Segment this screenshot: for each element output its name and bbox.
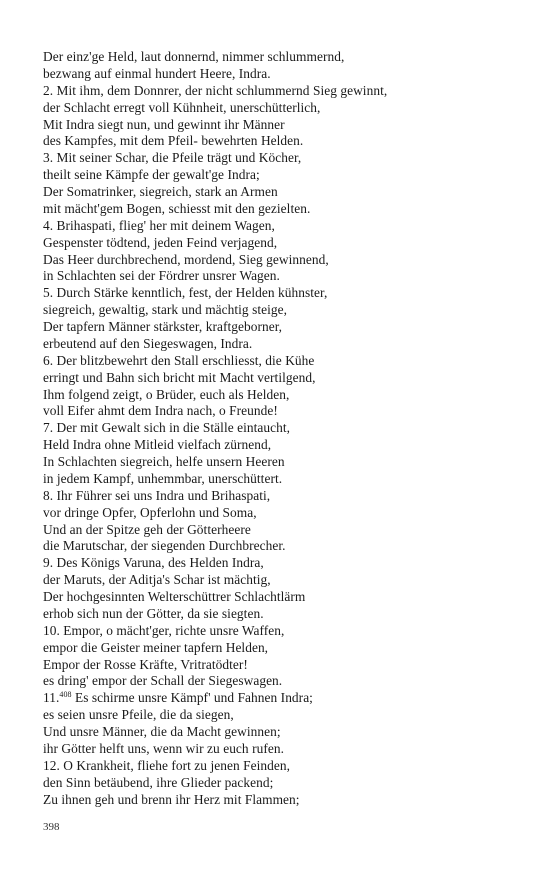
text-line: 6. Der blitzbewehrt den Stall erschliesst, die Kühe bbox=[43, 352, 315, 368]
text-line: 3. Mit seiner Schar, die Pfeile trägt und Köcher, bbox=[43, 150, 302, 166]
text-line: siegreich, gewaltig, stark und mächtig steige, bbox=[43, 302, 288, 318]
text-line: Der einz'ge Held, laut donnernd, nimmer schlummernd, bbox=[43, 49, 345, 64]
text-line: Gespenster tödtend, jeden Feind verjagend, bbox=[43, 234, 278, 250]
page-number: 398 bbox=[43, 821, 60, 833]
text-line: Held Indra ohne Mitleid vielfach zürnend, bbox=[43, 437, 272, 453]
text-line: ihr Götter helft uns, wenn wir zu euch rufen. bbox=[43, 740, 284, 756]
text-line: des Kampfes, mit dem Pfeil- bewehrten Helden. bbox=[43, 133, 304, 149]
text-line: bezwang auf einmal hundert Heere, Indra. bbox=[43, 65, 271, 81]
text-line: vor dringe Opfer, Opferlohn und Soma, bbox=[43, 504, 257, 520]
text-line: Der tapfern Männer stärkster, kraftgeborner, bbox=[43, 319, 283, 334]
text-line: in Schlachten sei der Fördrer unsrer Wagen. bbox=[43, 268, 280, 284]
text-line: in jedem Kampf, unhemmbar, unerschüttert. bbox=[43, 470, 283, 486]
text-line: mit mächt'gem Bogen, schiesst mit den gezielten. bbox=[43, 200, 311, 216]
text-line: Und unsre Männer, die da Macht gewinnen; bbox=[43, 724, 281, 739]
text-line: Zu ihnen geh und brenn ihr Herz mit Flammen; bbox=[43, 791, 300, 807]
text-line: Empor der Rosse Kräfte, Vritratödter! bbox=[43, 656, 248, 672]
text-line-with-footnote bbox=[43, 690, 538, 707]
text-line: 8. Ihr Führer sei uns Indra und Brihaspati, bbox=[43, 487, 271, 503]
text-line: 7. Der mit Gewalt sich in die Ställe eintaucht, bbox=[43, 420, 291, 436]
text-line: 9. Des Königs Varuna, des Helden Indra, bbox=[43, 555, 264, 571]
text-line: erbeutend auf den Siegeswagen, Indra. bbox=[43, 335, 253, 351]
verse-number: 11. bbox=[43, 690, 60, 706]
text-line: 2. Mit ihm, dem Donnrer, der nicht schlummernd Sieg gewinnt, bbox=[43, 82, 388, 98]
text-line: der Schlacht erregt voll Kühnheit, unerschütterlich, bbox=[43, 99, 321, 115]
text-line: der Maruts, der Aditja's Schar ist mächtig, bbox=[43, 572, 271, 588]
text-line: Der hochgesinnten Welterschüttrer Schlachtlärm bbox=[43, 589, 306, 604]
text-line: Der Somatrinker, siegreich, stark an Armen bbox=[43, 184, 278, 199]
text-line: Das Heer durchbrechend, mordend, Sieg gewinnend, bbox=[43, 251, 329, 267]
text-line: empor die Geister meiner tapfern Helden, bbox=[43, 639, 269, 655]
text-line: die Marutschar, der siegenden Durchbrecher. bbox=[43, 538, 286, 554]
text-line: Ihm folgend zeigt, o Brüder, euch als Helden, bbox=[43, 386, 290, 402]
text-line: 10. Empor, o mächt'ger, richte unsre Waffen, bbox=[43, 622, 285, 638]
text-line: In Schlachten siegreich, helfe unsern Heeren bbox=[43, 454, 285, 469]
text-line: theilt seine Kämpfe der gewalt'ge Indra; bbox=[43, 167, 260, 183]
text-line: voll Eifer ahmt dem Indra nach, o Freunde! bbox=[43, 403, 278, 419]
text-line: 4. Brihaspati, flieg' her mit deinem Wagen, bbox=[43, 217, 275, 233]
text-line: erringt und Bahn sich bricht mit Macht vertilgend, bbox=[43, 369, 316, 385]
verse-text: Es schirme unsre Kämpf' und Fahnen Indra; bbox=[71, 690, 313, 706]
text-line: erhob sich nun der Götter, da sie siegten. bbox=[43, 605, 264, 621]
text-line: es dring' empor der Schall der Siegeswagen. bbox=[43, 673, 283, 689]
verse-text-block bbox=[43, 49, 538, 808]
text-line: Mit Indra siegt nun, und gewinnt ihr Männer bbox=[43, 116, 285, 132]
text-line: 5. Durch Stärke kenntlich, fest, der Helden kühnster, bbox=[43, 285, 328, 301]
footnote-reference[interactable]: 408 bbox=[59, 690, 72, 700]
text-line: 12. O Krankheit, fliehe fort zu jenen Feinden, bbox=[43, 757, 290, 773]
text-line: Und an der Spitze geh der Götterheere bbox=[43, 521, 251, 537]
text-line: es seien unsre Pfeile, die da siegen, bbox=[43, 707, 234, 723]
text-line: den Sinn betäubend, ihre Glieder packend; bbox=[43, 774, 274, 790]
